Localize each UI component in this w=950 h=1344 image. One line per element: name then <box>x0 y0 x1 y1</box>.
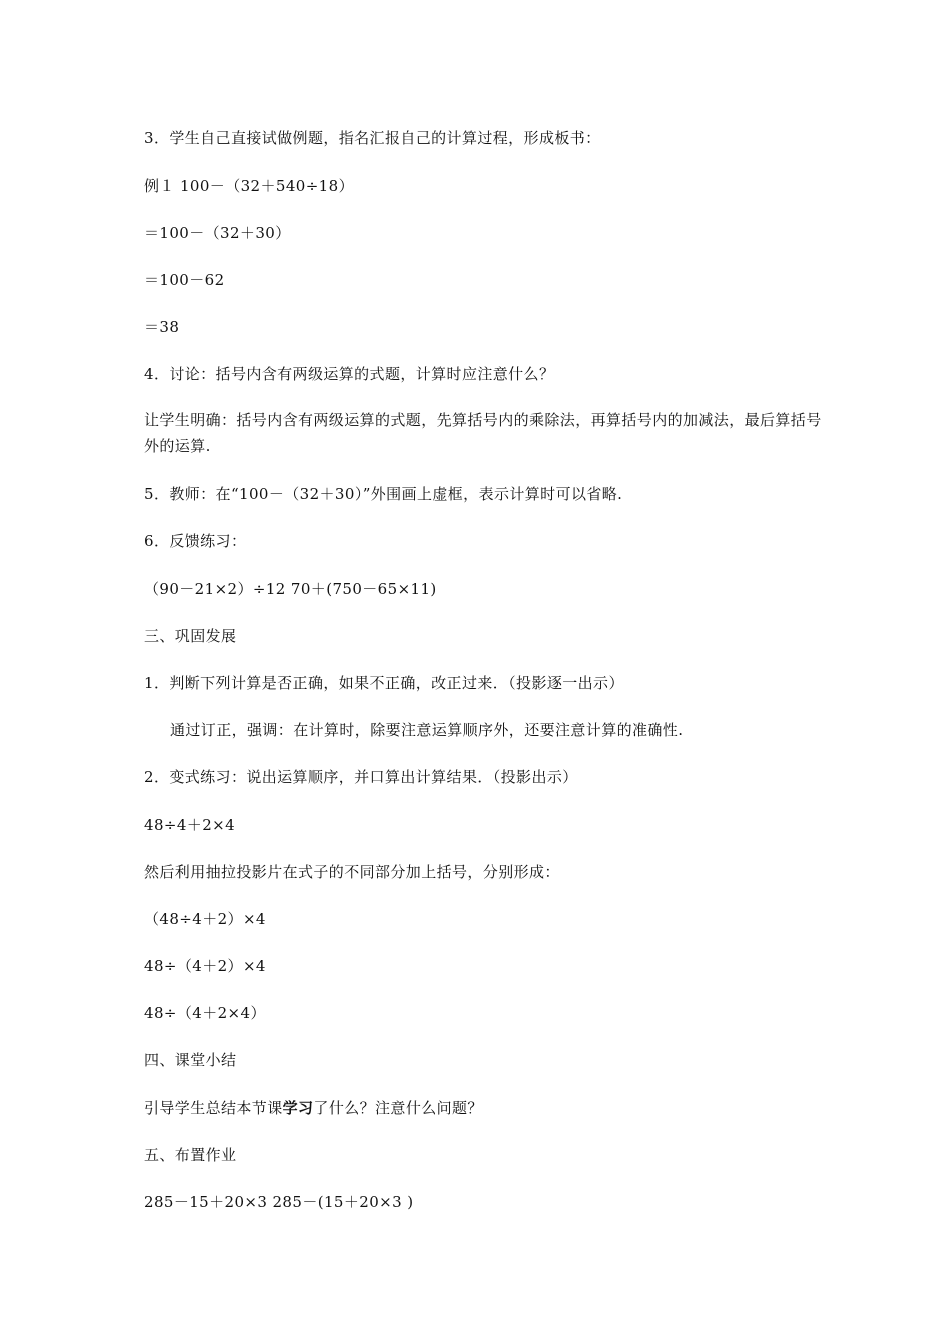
homework-expressions: 285－15＋20×3 285－(15＋20×3 ) <box>144 1193 414 1211</box>
step-4-discussion: 4．讨论：括号内含有两级运算的式题，计算时应注意什么？ <box>144 365 555 383</box>
example-1-expression: 例１ 100－（32＋540÷18） <box>144 177 354 195</box>
summary-text <box>144 1098 483 1118</box>
summary-text-part-1: 引导学生总结本节课 <box>144 1099 283 1117</box>
feedback-exercises: （90－21×2）÷12 70＋(750－65×11) <box>144 580 437 598</box>
step-3-text: 3．学生自己直接试做例题，指名汇报自己的计算过程，形成板书： <box>144 129 601 147</box>
step-6-feedback: 6．反馈练习： <box>144 532 247 550</box>
section-3-heading: 三、巩固发展 <box>144 627 237 645</box>
step-5-teacher: 5．教师：在“100－（32＋30）”外围画上虚框，表示计算时可以省略. <box>144 485 623 503</box>
summary-text-part-2: 了什么？注意什么问题？ <box>313 1099 483 1117</box>
section-5-heading: 五、布置作业 <box>144 1146 237 1164</box>
bracket-variant-2: 48÷（4＋2）×4 <box>144 957 266 975</box>
bracket-instruction: 然后利用抽拉投影片在式子的不同部分加上括号，分别形成： <box>144 863 560 881</box>
bracket-variant-1: （48÷4＋2）×4 <box>144 910 266 928</box>
consolidation-item-1: 1．判断下列计算是否正确，如果不正确，改正过来．（投影逐一出示） <box>144 674 624 692</box>
correction-note: 通过订正，强调：在计算时，除要注意运算顺序外，还要注意计算的准确性. <box>170 721 684 739</box>
consolidation-item-2: 2．变式练习：说出运算顺序，并口算出计算结果．（投影出示） <box>144 768 578 786</box>
calc-step-2: ＝100－62 <box>144 271 225 289</box>
calc-step-1: ＝100－（32＋30） <box>144 224 291 242</box>
summary-text-bold: 学习 <box>282 1099 314 1117</box>
bracket-variant-3: 48÷（4＋2×4） <box>144 1004 266 1022</box>
variant-expression: 48÷4＋2×4 <box>144 816 236 834</box>
section-4-heading: 四、课堂小结 <box>144 1051 237 1069</box>
calc-result: ＝38 <box>144 318 180 336</box>
clarification-paragraph: 让学生明确：括号内含有两级运算的式题，先算括号内的乘除法，再算括号内的加减法，最后算括号外的运算. <box>144 411 822 455</box>
